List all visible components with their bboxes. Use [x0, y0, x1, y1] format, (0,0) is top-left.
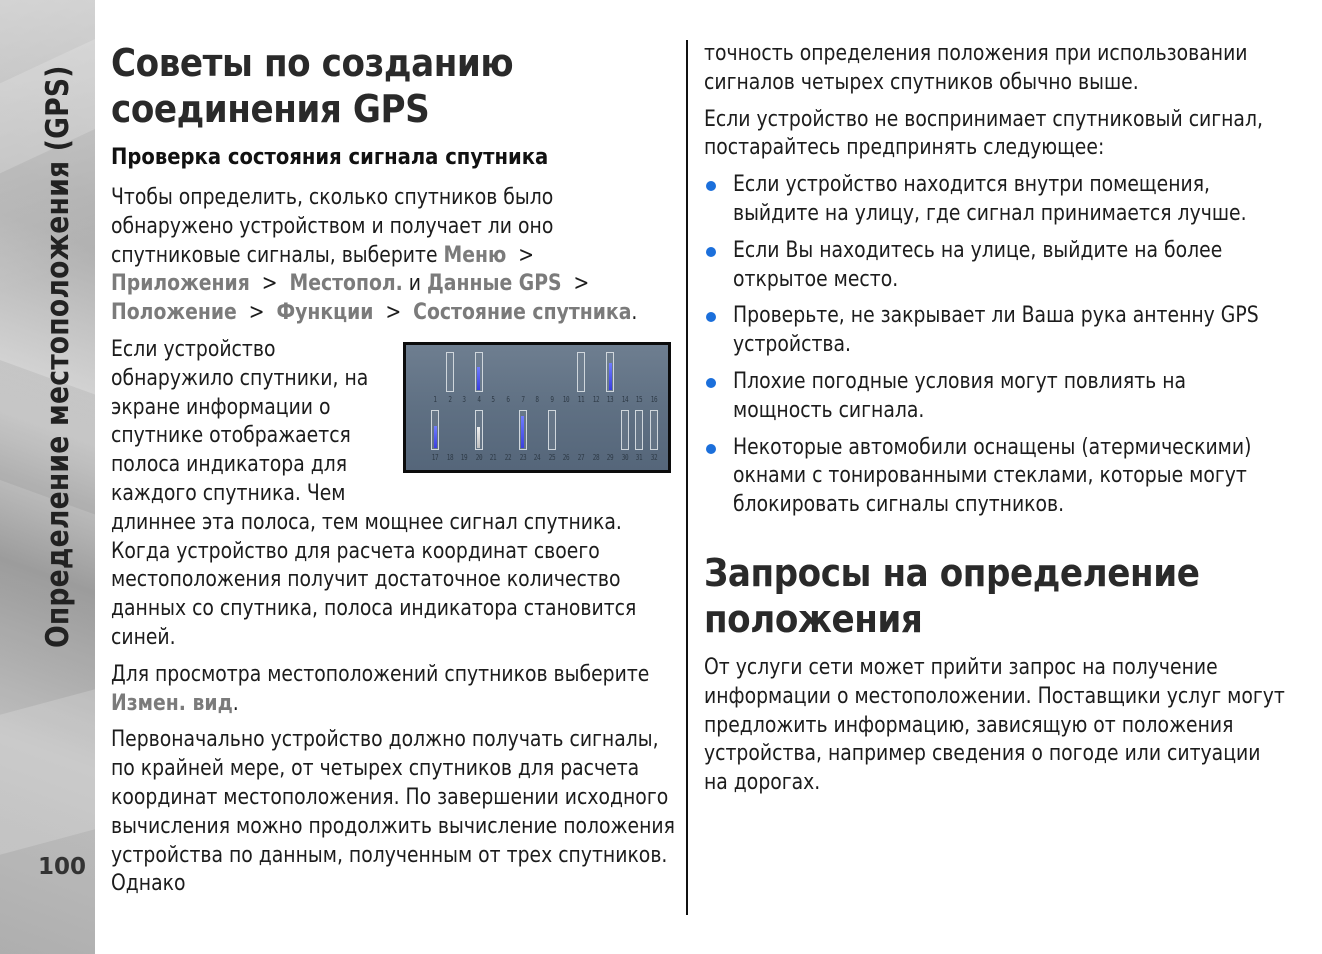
satellite-number: 16	[650, 395, 658, 404]
bullet-icon	[706, 312, 716, 322]
list-item-text: Плохие погодные условия могут повлиять на мощность сигнала.	[733, 368, 1187, 423]
tips-list	[704, 171, 1279, 520]
satellite-number: 28	[592, 453, 599, 462]
punctuation: .	[631, 300, 638, 326]
bullet-icon	[706, 378, 716, 388]
signal-level	[434, 426, 437, 448]
bullet-icon	[706, 181, 716, 191]
satellite-number: 20	[475, 453, 483, 462]
paragraph-text: Чтобы определить, сколько спутников было обнаружено устройством и получает ли оно спутниковые сигналы, выберите	[111, 185, 554, 268]
satellite-number: 17	[431, 453, 439, 462]
path-separator: >	[248, 300, 265, 326]
list-item-text: Некоторые автомобили оснащены (атермическими) окнами с тонированными стеклами, которые могут блокировать сигналы спутников.	[733, 434, 1252, 518]
paragraph-text: Для просмотра местоположений спутников выберите	[111, 661, 650, 687]
signal-bar	[650, 410, 658, 450]
satellite-number: 32	[650, 453, 658, 462]
left-column	[111, 40, 677, 907]
satellite-number: 2	[447, 395, 452, 404]
signal-bar	[431, 410, 439, 450]
list-item	[704, 171, 1279, 229]
satellite-bars-area	[406, 345, 668, 470]
list-item	[704, 237, 1279, 295]
paragraph-text-wrapped: Если устройство обнаружило спутники, на экране информации о спутнике отображается полоса индикатора для каждого спутника. Чем	[111, 336, 369, 506]
satellite-number: 12	[592, 395, 599, 404]
signal-bar	[606, 352, 614, 392]
path-separator: >	[573, 271, 590, 297]
signal-level	[609, 363, 612, 390]
signal-bar	[475, 410, 483, 450]
page-title: Советы по созданию соединения GPS	[111, 41, 514, 131]
signal-bar	[475, 352, 483, 392]
signal-level	[477, 367, 480, 390]
paragraph-no-signal: Если устройство не воспринимает спутниковый сигнал, постарайтесь предпринять следующее:	[704, 106, 1263, 161]
satellite-status-screenshot	[403, 342, 671, 473]
satellite-number: 18	[446, 453, 453, 462]
signal-bar	[548, 410, 556, 450]
satellite-number: 15	[636, 395, 643, 404]
satellite-number: 7	[520, 395, 525, 404]
list-item-text: Проверьте, не закрывает ли Ваша рука антенну GPS устройства.	[733, 303, 1259, 358]
menu-item-position[interactable]: Положение	[111, 300, 237, 326]
satellite-number: 11	[577, 395, 585, 404]
menu-item-applications[interactable]: Приложения	[111, 271, 250, 297]
signal-bar	[519, 410, 527, 450]
list-item	[704, 302, 1279, 360]
paragraph-change-view	[111, 661, 677, 719]
satellite-number: 8	[535, 395, 539, 404]
satellite-number: 1	[433, 395, 437, 404]
page-number: 100	[38, 854, 87, 880]
signal-bar	[621, 410, 629, 450]
satellite-number: 21	[490, 453, 497, 462]
paragraph-location-requests: От услуги сети может прийти запрос на получение информации о местоположении. Поставщики услуг могут предложить информацию, зависящую от положения устройства, например сведения о погоде или ситуации на дорогах.	[704, 654, 1285, 796]
menu-item-satellite-status[interactable]: Состояние спутника	[413, 300, 632, 326]
conjunction: и	[402, 271, 428, 297]
chapter-side-strip	[0, 0, 95, 954]
paragraph-four-satellites: Первоначально устройство должно получать сигналы, по крайней мере, от четырех спутников для расчета координат местоположения. По завершении исходного вычисления можно продолжить вычисление положения устройства по данным, полученным от трех спутников. Однако	[111, 727, 675, 897]
chapter-title: Определение местоположения (GPS)	[40, 65, 76, 649]
signal-bar	[446, 352, 454, 392]
satellite-number: 9	[550, 395, 554, 404]
list-item	[704, 434, 1279, 520]
satellite-number: 19	[460, 453, 468, 462]
signal-level	[521, 416, 524, 448]
menu-item-gps-data[interactable]: Данные GPS	[427, 271, 562, 297]
paragraph-accuracy: точность определения положения при использовании сигналов четырех спутников обычно выше.	[704, 41, 1248, 95]
menu-item-menu[interactable]: Меню	[443, 242, 507, 268]
satellite-number: 31	[636, 453, 643, 462]
satellite-number: 29	[606, 453, 614, 462]
list-item	[704, 368, 1279, 426]
bullet-icon	[706, 444, 716, 454]
satellite-number: 30	[621, 453, 629, 462]
satellite-number: 3	[462, 395, 466, 404]
path-separator: >	[261, 271, 278, 297]
satellite-number: 10	[563, 395, 570, 404]
satellite-number: 5	[491, 395, 496, 404]
signal-bar	[577, 352, 585, 392]
signal-level	[477, 427, 480, 448]
path-separator: >	[385, 300, 402, 326]
punctuation: .	[232, 690, 239, 716]
satellite-number: 14	[621, 395, 629, 404]
list-item-text: Если устройство находится внутри помещения, выйдите на улицу, где сигнал принимается лучше.	[733, 172, 1247, 226]
satellite-number: 22	[504, 453, 512, 462]
signal-bar	[635, 410, 643, 450]
satellite-number: 25	[548, 453, 556, 462]
paragraph-menu-path	[111, 184, 677, 328]
list-item-text: Если Вы находитесь на улице, выйдите на более открытое место.	[733, 237, 1223, 292]
decorative-facet	[0, 685, 95, 854]
satellite-number: 27	[577, 453, 585, 462]
column-divider	[686, 40, 688, 915]
right-column	[704, 40, 1285, 806]
path-separator: >	[518, 242, 534, 268]
menu-item-change-view[interactable]: Измен. вид	[111, 690, 233, 716]
satellite-number: 26	[563, 453, 570, 462]
bullet-icon	[706, 247, 716, 257]
section-subtitle: Проверка состояния сигнала спутника	[111, 145, 549, 170]
paragraph-text: длиннее эта полоса, тем мощнее сигнал спутника. Когда устройство для расчета координат своего местоположения получит достаточное количество данных со спутника, полоса индикатора становится синей.	[111, 509, 637, 650]
satellite-number: 23	[519, 453, 526, 462]
menu-item-location[interactable]: Местопол.	[289, 271, 403, 297]
satellite-number: 4	[477, 395, 481, 404]
satellite-number: 13	[606, 395, 614, 404]
menu-item-options[interactable]: Функции	[276, 300, 374, 326]
satellite-number: 6	[506, 395, 510, 404]
section-title: Запросы на определение положения	[704, 550, 1200, 641]
satellite-number: 24	[533, 453, 541, 462]
